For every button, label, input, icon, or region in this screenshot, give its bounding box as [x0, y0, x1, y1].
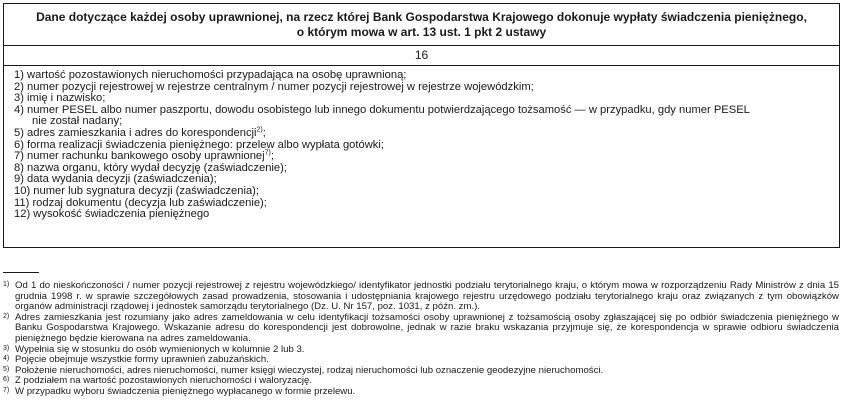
footnote-divider	[3, 272, 39, 273]
item-punctuation: ;	[262, 126, 266, 139]
item-text: 7) numer rachunku bankowego osoby uprawnionej	[14, 150, 265, 163]
item-text: 4) numer PESEL albo numer paszportu, dowodu osobistego lub innego dokumentu potwierdzającego tożsamość — w przypadku, gdy numer PESEL	[14, 103, 750, 116]
column-number: 16	[4, 46, 839, 66]
list-item	[14, 209, 839, 221]
item-text: 1) wartość pozostawionych nieruchomości przypadająca na osobę uprawnioną;	[14, 69, 407, 81]
footnote-text: Wypełnia się w stosunku do osób wymienionych w kolumnie 2 lub 3.	[15, 343, 305, 355]
footnote-marker: 6)	[3, 376, 10, 384]
table-header	[4, 4, 839, 46]
item-punctuation: ;	[270, 150, 274, 163]
footnote-ref: 2)	[256, 126, 263, 134]
footnote-marker: 4)	[3, 355, 10, 363]
footnote	[3, 281, 839, 313]
footnote-marker: 7)	[3, 386, 10, 394]
list-item-continuation: nie został nadany;	[32, 115, 123, 128]
item-text: 6) forma realizacji świadczenia pieniężnego: przelew albo wypłata gotówki;	[14, 138, 384, 151]
list-item	[14, 105, 839, 117]
footnote-text: Pojęcie obejmuje wszystkie formy uprawnień zabużańskich.	[15, 354, 269, 366]
footnote-text: Położenie nieruchomości, adres nieruchomości, numer księgi wieczystej, rodzaj nieruchomości lub oznaczenie geodezyjne nieruchomości.	[15, 364, 604, 376]
data-table	[3, 3, 840, 248]
footnotes	[3, 281, 839, 398]
item-text: 9) data wydania decyzji (zaświadczenia);	[14, 173, 217, 186]
footnote-marker: 1)	[3, 281, 10, 288]
footnote-text: Od 1 do nieskończoności / numer pozycji rejestrowej z rejestru wojewódzkiego/ identyfikator jednostki podziału terytorialnego kraju, o którym mowa w rozporządzeniu Rady Ministrów z dnia 15 grudnia 1998 r. w sprawie szczegółowych zasad prowadzenia, stosowania i udostępniania krajowego rejestru urzędowego podziału terytorialnego kraju oraz związanych z tym obowiązków organów administracji rządowej i jednostek samorządu terytorialnego (Dz. U. Nr 157, poz. 1031, z późn. zm.).	[15, 280, 839, 313]
footnote	[3, 387, 839, 398]
footnote-text: Z podziałem na wartość pozostawionych nieruchomości i waloryzację.	[15, 375, 313, 387]
footnote-marker: 5)	[3, 365, 10, 373]
item-text: 2) numer pozycji rejestrowej w rejestrze centralnym / numer pozycji rejestrowej w rejestrze wojewódzkim;	[14, 80, 534, 93]
footnote-text: W przypadku wyboru świadczenia pieniężnego wypłacanego w formie przelewu.	[15, 385, 356, 397]
item-text: 8) nazwa organu, który wydał decyzję (zaświadczenie);	[14, 161, 287, 174]
footnote-text: Adres zamieszkania jest rozumiany jako adres zameldowania w celu identyfikacji tożsamości osoby uprawnionej z tożsamością osoby zgłaszającej się po odbiór świadczenia pieniężnego w Banku Gospodarstwa Krajowego. Wskazanie adresu do korespondencji jest dobrowolne, jednak w razie braku wskazania przyjmuje się, że korespondencja w sprawie odbioru świadczenia pieniężnego będzie kierowana na adres zameldowania.	[15, 311, 839, 344]
footnote-ref: 7)	[264, 149, 271, 157]
item-text: 5) adres zamieszkania i adres do korespondencji	[14, 126, 257, 139]
item-text: 12) wysokość świadczenia pieniężnego	[14, 208, 210, 221]
footnote	[3, 313, 839, 345]
item-text: 10) numer lub sygnatura decyzji (zaświadczenia);	[14, 184, 259, 197]
item-text: 3) imię i nazwisko;	[14, 92, 106, 105]
footnote-marker: 3)	[3, 344, 10, 352]
footnote-marker: 2)	[3, 312, 10, 320]
header-line-1: Dane dotyczące każdej osoby uprawnionej, na rzecz której Bank Gospodarstwa Krajowego dokonuje wypłaty świadczenia pieniężnego,	[36, 10, 807, 24]
header-line-2: o którym mowa w art. 13 ust. 1 pkt 2 ustawy	[296, 25, 547, 39]
item-text: 11) rodzaj dokumentu (decyzja lub zaświadczenie);	[14, 196, 267, 209]
item-list	[4, 66, 839, 221]
list-item	[14, 82, 839, 94]
